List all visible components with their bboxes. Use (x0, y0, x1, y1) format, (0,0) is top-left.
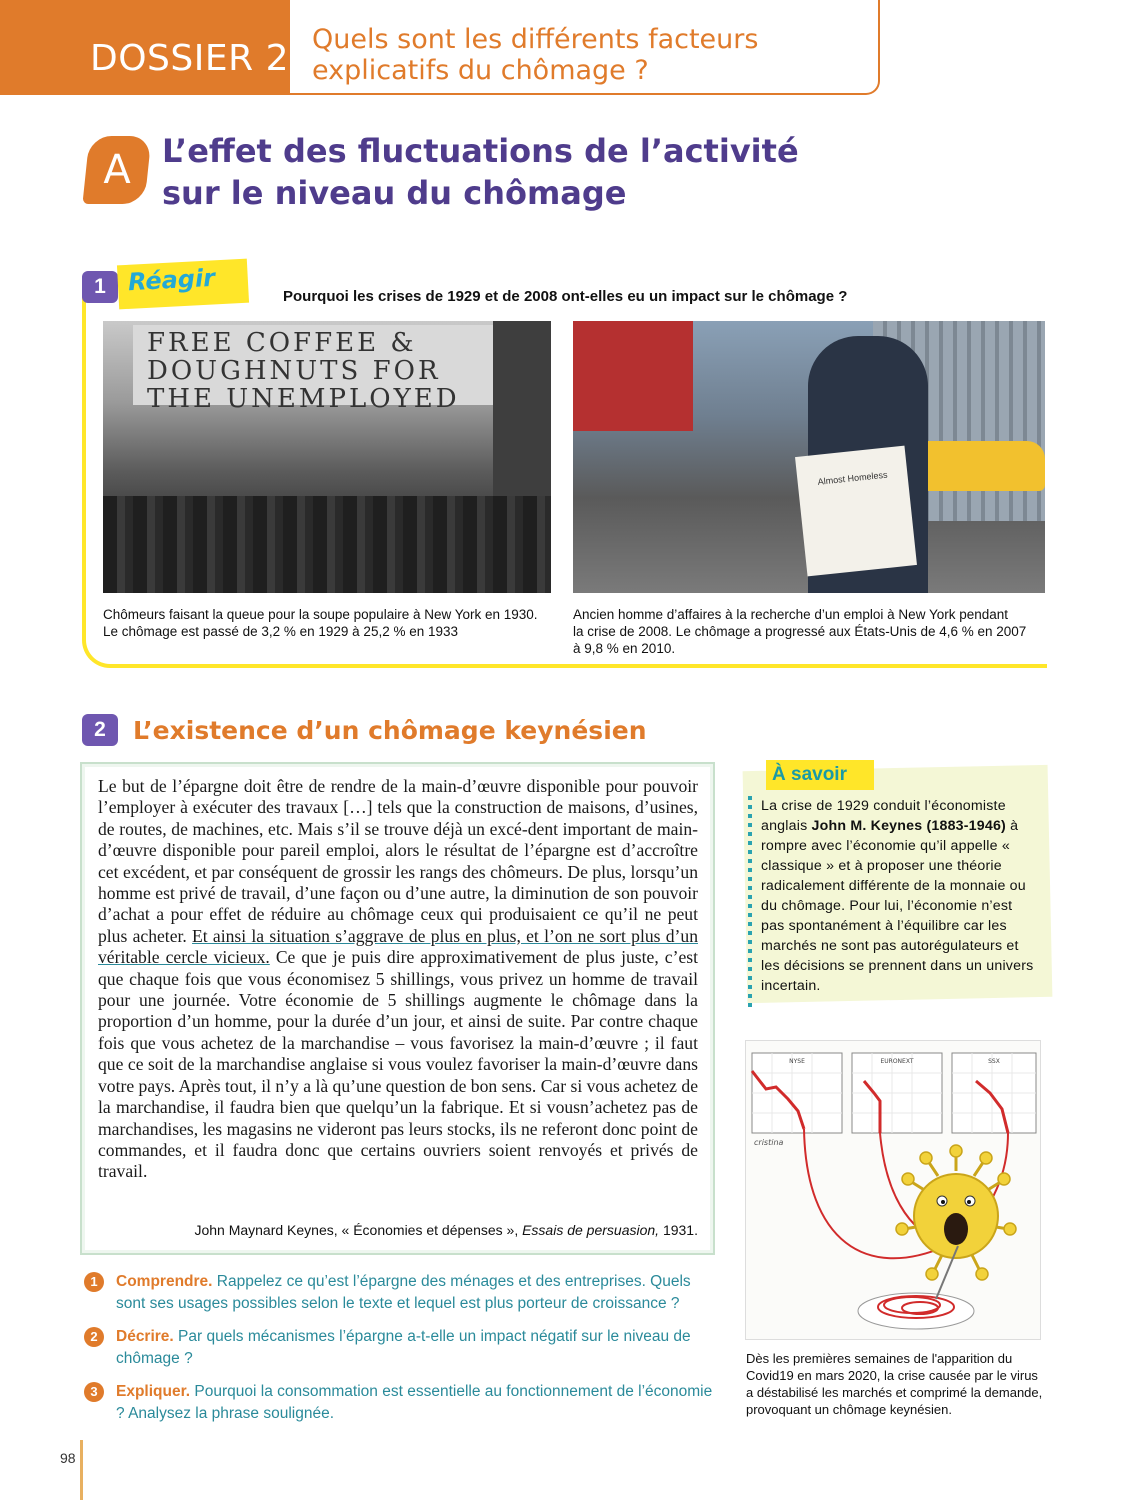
photo-businessman-2008 (573, 321, 1045, 593)
dossier-question: Quels sont les différents facteurs explicatifs du chômage ? (312, 24, 759, 86)
text-source (98, 1222, 698, 1238)
question-1-number: 1 (84, 1272, 104, 1292)
photo2-sign: Almost Homeless (795, 446, 917, 577)
page-bar (80, 1440, 83, 1500)
photo1-caption (103, 606, 553, 640)
cartoon-drawing (746, 1041, 1042, 1341)
doc1-number-badge: 1 (82, 271, 118, 303)
a-savoir-text (761, 796, 1036, 996)
photo2-caption-line1: Ancien homme d’affaires à la recherche d’un emploi à New York pendant (573, 607, 1009, 622)
photo1-caption-line2: Le chômage est passé de 3,2 % en 1929 à 25,2 % en 1933 (103, 624, 459, 639)
underlined-sentence: Et ainsi la situation s’aggrave de plus en plus, et l’on ne sort plus d’un véritable cercle vicieux. (98, 925, 698, 968)
photo2-red-sign (573, 321, 693, 431)
question-2-number: 2 (84, 1327, 104, 1347)
source-book: Essais de persuasion, (522, 1222, 660, 1238)
a-savoir-text-1: La crise de 1929 conduit l’économiste anglais (761, 798, 1006, 834)
panel-ssx-label: SSX (988, 1058, 1000, 1065)
section-title-line2: sur le niveau du chômage (162, 174, 627, 212)
question-2-label: Décrire. (116, 1328, 174, 1345)
question-1 (84, 1271, 724, 1315)
text-part-1: Le but de l’épargne doit être de rendre de la main-d’œuvre disponible pour pouvoir l’employer à exécuter des travaux […] tels que la construction de maisons, d’usines, de routes, de machines, etc. Mais s’il se trouve déjà un excé-dent important de main-d’œuvre disponible pour pareil emploi, alors le résultat de l’épargne est d’accroître cet excédent, et par conséquent de grossir les rangs des chômeurs. De plus, lorsqu’un homme est privé de travail, d’une façon ou d’une autre, la diminution de son pouvoir d’achat a pour effet de réduire au chômage ceux qui produisaient ce qu’il ne peut plus acheter. (98, 776, 698, 946)
a-savoir-dots (748, 796, 752, 1008)
photo2-caption-line2: la crise de 2008. Le chômage a progressé aux États-Unis de 4,6 % en 2007 (573, 624, 1027, 639)
panel-nyse-label: NYSE (789, 1058, 805, 1065)
question-2-text: Par quels mécanismes l’épargne a-t-elle un impact négatif sur le niveau de chômage ? (116, 1328, 691, 1367)
section-title-line1: L’effet des fluctuations de l’activité (162, 132, 799, 170)
doc2-number-badge: 2 (82, 714, 118, 746)
virus-icon (896, 1145, 1016, 1280)
section-badge (82, 136, 151, 204)
text-part-2: Ce que je puis dire approximativement de plus juste, c’est que chaque fois que vous économisez 5 shillings, vous privez un homme de travail pour une journée. Votre économie de 5 shillings augmente le chômage dans la proportion d’un homme, pour la durée d’un jour, et ainsi de suite. Par contre chaque fois que vous achetez de la marchandise – vous favorisez la main-d’œuvre ; il faut que ce soit de la marchandise anglaise si vous voulez favoriser la main-d’œuvre dans votre pays. Après tout, il n’y a là qu’une question de bon sens. Car si vous achetez de la marchandise, il faudra bien que quelqu’un la fabrique. Et si vousn’achetez pas de marchandises, les magasins ne videront pas leurs stocks, ils ne referont donc point de commandes, et il faudra donc que certains ouvriers soient renvoyés et privés de travail. (98, 947, 698, 1182)
keynes-text (98, 776, 698, 1183)
a-savoir-text-2: à rompre avec l’économie qu’il appelle « classique » et à proposer une théorie radicalement différente de la monnaie ou du chômage. Pour lui, l’économie n’est pas spontanément à l’équilibre car les marchés ne sont pas autorégulateurs et les décisions se prennent dans un univers incertain. (761, 818, 1034, 994)
question-3-label: Expliquer. (116, 1383, 191, 1400)
doc2-title: L’existence d’un chômage keynésien (133, 716, 647, 745)
question-1-label: Comprendre. (116, 1273, 213, 1290)
cartoon-signature: cristina (754, 1138, 784, 1147)
a-savoir-label: À savoir (766, 760, 874, 790)
covid-cartoon (745, 1040, 1041, 1340)
photo2-caption (573, 606, 1045, 657)
photo-soup-line-1930 (103, 321, 551, 593)
section-title (162, 130, 799, 214)
question-1-text: Rappelez ce qu’est l’épargne des ménages et des entreprises. Quels sont ses usages possibles selon le texte et lequel est plus porteur de croissance ? (116, 1273, 691, 1312)
panel-euronext-label: EURONEXT (880, 1058, 914, 1065)
doc1-question: Pourquoi les crises de 1929 et de 2008 ont-elles eu un impact sur le chômage ? (283, 288, 848, 305)
question-3-number: 3 (84, 1382, 104, 1402)
question-3-text: Pourquoi la consommation est essentielle au fonctionnement de l’économie ? Analysez la phrase soulignée. (116, 1383, 713, 1422)
page-number: 98 (60, 1450, 76, 1466)
photo2-caption-line3: à 9,8 % en 2010. (573, 641, 676, 656)
source-author: John Maynard Keynes, « Économies et dépenses », (194, 1222, 523, 1238)
question-3 (84, 1381, 724, 1425)
reagir-tag: Réagir (127, 263, 216, 297)
a-savoir-keynes: John M. Keynes (1883-1946) (811, 818, 1006, 834)
dossier-label: DOSSIER 2 (90, 38, 289, 79)
section-letter: A (103, 147, 131, 193)
photo1-caption-line1: Chômeurs faisant la queue pour la soupe populaire à New York en 1930. (103, 607, 538, 622)
source-year: 1931. (659, 1222, 698, 1238)
question-2 (84, 1326, 724, 1370)
photo1-sign: FREE COFFEE & DOUGHNUTS FOR THE UNEMPLOYED (133, 325, 493, 405)
photo1-crowd (103, 496, 551, 593)
cartoon-caption: Dès les premières semaines de l'apparition du Covid19 en mars 2020, la crise causée par le virus a déstabilisé les marchés et comprimé la demande, provoquant un chômage keynésien. (746, 1351, 1043, 1417)
